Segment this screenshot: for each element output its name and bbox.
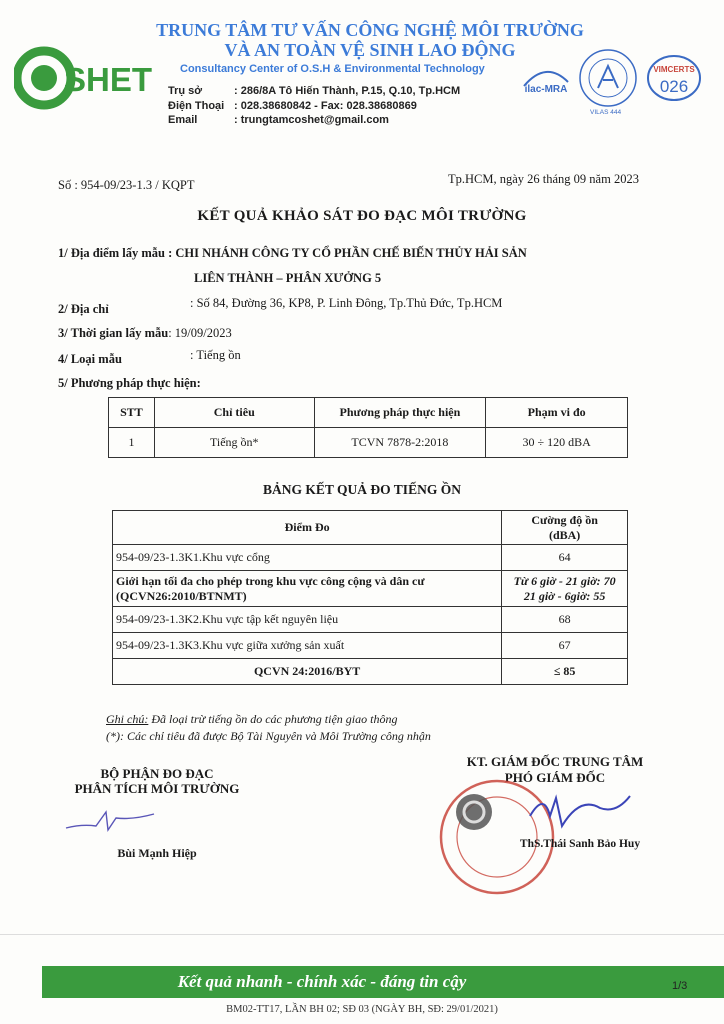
method-table [108,397,628,458]
letterhead [0,0,724,140]
cell-limit-point [113,571,502,607]
left-signer-title: BỘ PHẬN ĐO ĐẠC [100,766,214,781]
cell-standard: QCVN 24:2016/BYT [113,659,502,685]
contact-label: Điện Thoại [168,99,225,112]
vimcerts-number: 026 [659,77,689,96]
signature-icon [62,806,182,836]
note-label: Ghi chú: [106,712,149,726]
contact-label: Email [168,114,198,126]
table-row [109,428,628,458]
contact-value: : 286/8A Tô Hiến Thành, P.15, Q.10, Tp.HCM [234,85,461,97]
header-value-line1: Cường độ ồn [531,512,598,527]
header-stt: STT [109,398,155,428]
limit-night: 21 giờ - 6giờ: 55 [523,588,606,603]
sampling-time-value: : 19/09/2023 [168,326,232,340]
contact-row [168,113,460,128]
coshet-logo [14,42,164,114]
limit-line2: (QCVN26:2010/BTNMT) [116,588,247,603]
footer-slogan: Kết quả nhanh - chính xác - đáng tin cậy [177,972,467,991]
limit-day: Từ 6 giờ - 21 giờ: 70 [513,573,616,588]
method-label: 5/ Phương pháp thực hiện: [58,376,201,390]
note-line2: (*): Các chỉ tiêu đã được Bộ Tài Nguyên và Môi Trường công nhận [106,729,431,743]
right-signer-subtitle: PHÓ GIÁM ĐỐC [504,770,606,785]
cell-method: TCVN 7878-2:2018 [314,428,486,458]
document-number: Số : 954-09/23-1.3 / KQPT [58,178,195,192]
cell-point: 954-09/23-1.3K1.Khu vực cổng [113,545,502,571]
address-label: 2/ Địa chỉ [58,302,109,316]
table-row [113,633,628,659]
org-name-english: Consultancy Center of O.S.H & Environmental Technology [180,63,485,75]
document-date: Tp.HCM, ngày 26 tháng 09 năm 2023 [448,172,639,186]
address-value: : Số 84, Đường 36, KP8, P. Linh Đông, Tp.Thủ Đức, Tp.HCM [190,296,503,310]
cell-limit-value [502,571,628,607]
contact-block [168,84,460,128]
ilac-mra-logo [520,62,572,98]
table-row [113,607,628,633]
cell-standard-value: ≤ 85 [502,659,628,685]
table-header-row [113,511,628,545]
form-code: BM02-TT17, LẦN BH 02; SĐ 03 (NGÀY BH, SĐ: 29/01/2021) [226,1004,498,1015]
page-title: KẾT QUẢ KHẢO SÁT ĐO ĐẠC MÔI TRƯỜNG [197,208,527,224]
page-number: 1/3 [672,980,688,992]
header-point: Điểm Đo [113,511,502,545]
cell-value: 68 [502,607,628,633]
result-table-title: BẢNG KẾT QUẢ ĐO TIẾNG ỒN [263,482,461,497]
cell-indicator: Tiếng ồn* [154,428,314,458]
sample-type-label: 4/ Loại mẫu [58,352,122,366]
contact-row [168,99,460,114]
vilas-accreditation-seal [578,48,638,108]
sample-type-value: : Tiếng ồn [190,348,241,362]
note-line1 [106,712,397,727]
left-signer-name: Bùi Mạnh Hiệp [117,846,197,860]
limit-line1: Giới hạn tối đa cho phép trong khu vực công cộng và dân cư [116,573,425,588]
sampling-time-label: 3/ Thời gian lấy mẫu [58,326,169,340]
cell-range: 30 ÷ 120 dBA [486,428,628,458]
header-value-line2: (dBA) [548,527,581,542]
contact-label: Trụ sở [168,85,203,97]
svg-text:SHET: SHET [64,61,153,98]
table-header-row [109,398,628,428]
cell-value: 67 [502,633,628,659]
vimcerts-label: VIMCERTS [653,65,695,74]
contact-value: : 028.38680842 - Fax: 028.38680869 [234,99,417,112]
divider [0,934,724,935]
cell-value: 64 [502,545,628,571]
right-signer-name: ThS.Thái Sanh Bảo Huy [519,838,641,850]
org-name-line1: TRUNG TÂM TƯ VẤN CÔNG NGHỆ MÔI TRƯỜNG [156,20,584,40]
left-signer-subtitle: PHÂN TÍCH MÔI TRƯỜNG [74,781,240,796]
vimcerts-badge [646,54,702,102]
note-text: Đã loại trừ tiếng ồn do các phương tiện giao thông [148,712,398,726]
header-range: Phạm vi đo [486,398,628,428]
header-method: Phương pháp thực hiện [314,398,486,428]
sampling-location-line2: LIÊN THÀNH – PHÂN XƯỞNG 5 [194,271,382,285]
right-signer-title: KT. GIÁM ĐỐC TRUNG TÂM [466,754,644,769]
sampling-time [58,326,232,341]
ilac-text: ilac-MRA [524,84,568,95]
sampling-location: 1/ Địa điểm lấy mẫu : CHI NHÁNH CÔNG TY CỔ PHẦN CHẾ BIẾN THỦY HẢI SẢN [58,246,527,260]
table-row [113,545,628,571]
director-signature-icon [520,786,640,836]
header-value [502,511,628,545]
noise-result-table [112,510,628,685]
cell-point: 954-09/23-1.3K2.Khu vực tập kết nguyên liệu [113,607,502,633]
org-name-line2: VÀ AN TOÀN VỆ SINH LAO ĐỘNG [224,40,516,60]
header-indicator: Chỉ tiêu [154,398,314,428]
contact-row [168,84,460,99]
cell-stt: 1 [109,428,155,458]
table-row-standard [113,659,628,685]
cell-point: 954-09/23-1.3K3.Khu vực giữa xưởng sản xuất [113,633,502,659]
vilas-caption: VILAS 444 [590,109,622,116]
table-row-limit [113,571,628,607]
contact-value: : trungtamcoshet@gmail.com [234,114,389,126]
